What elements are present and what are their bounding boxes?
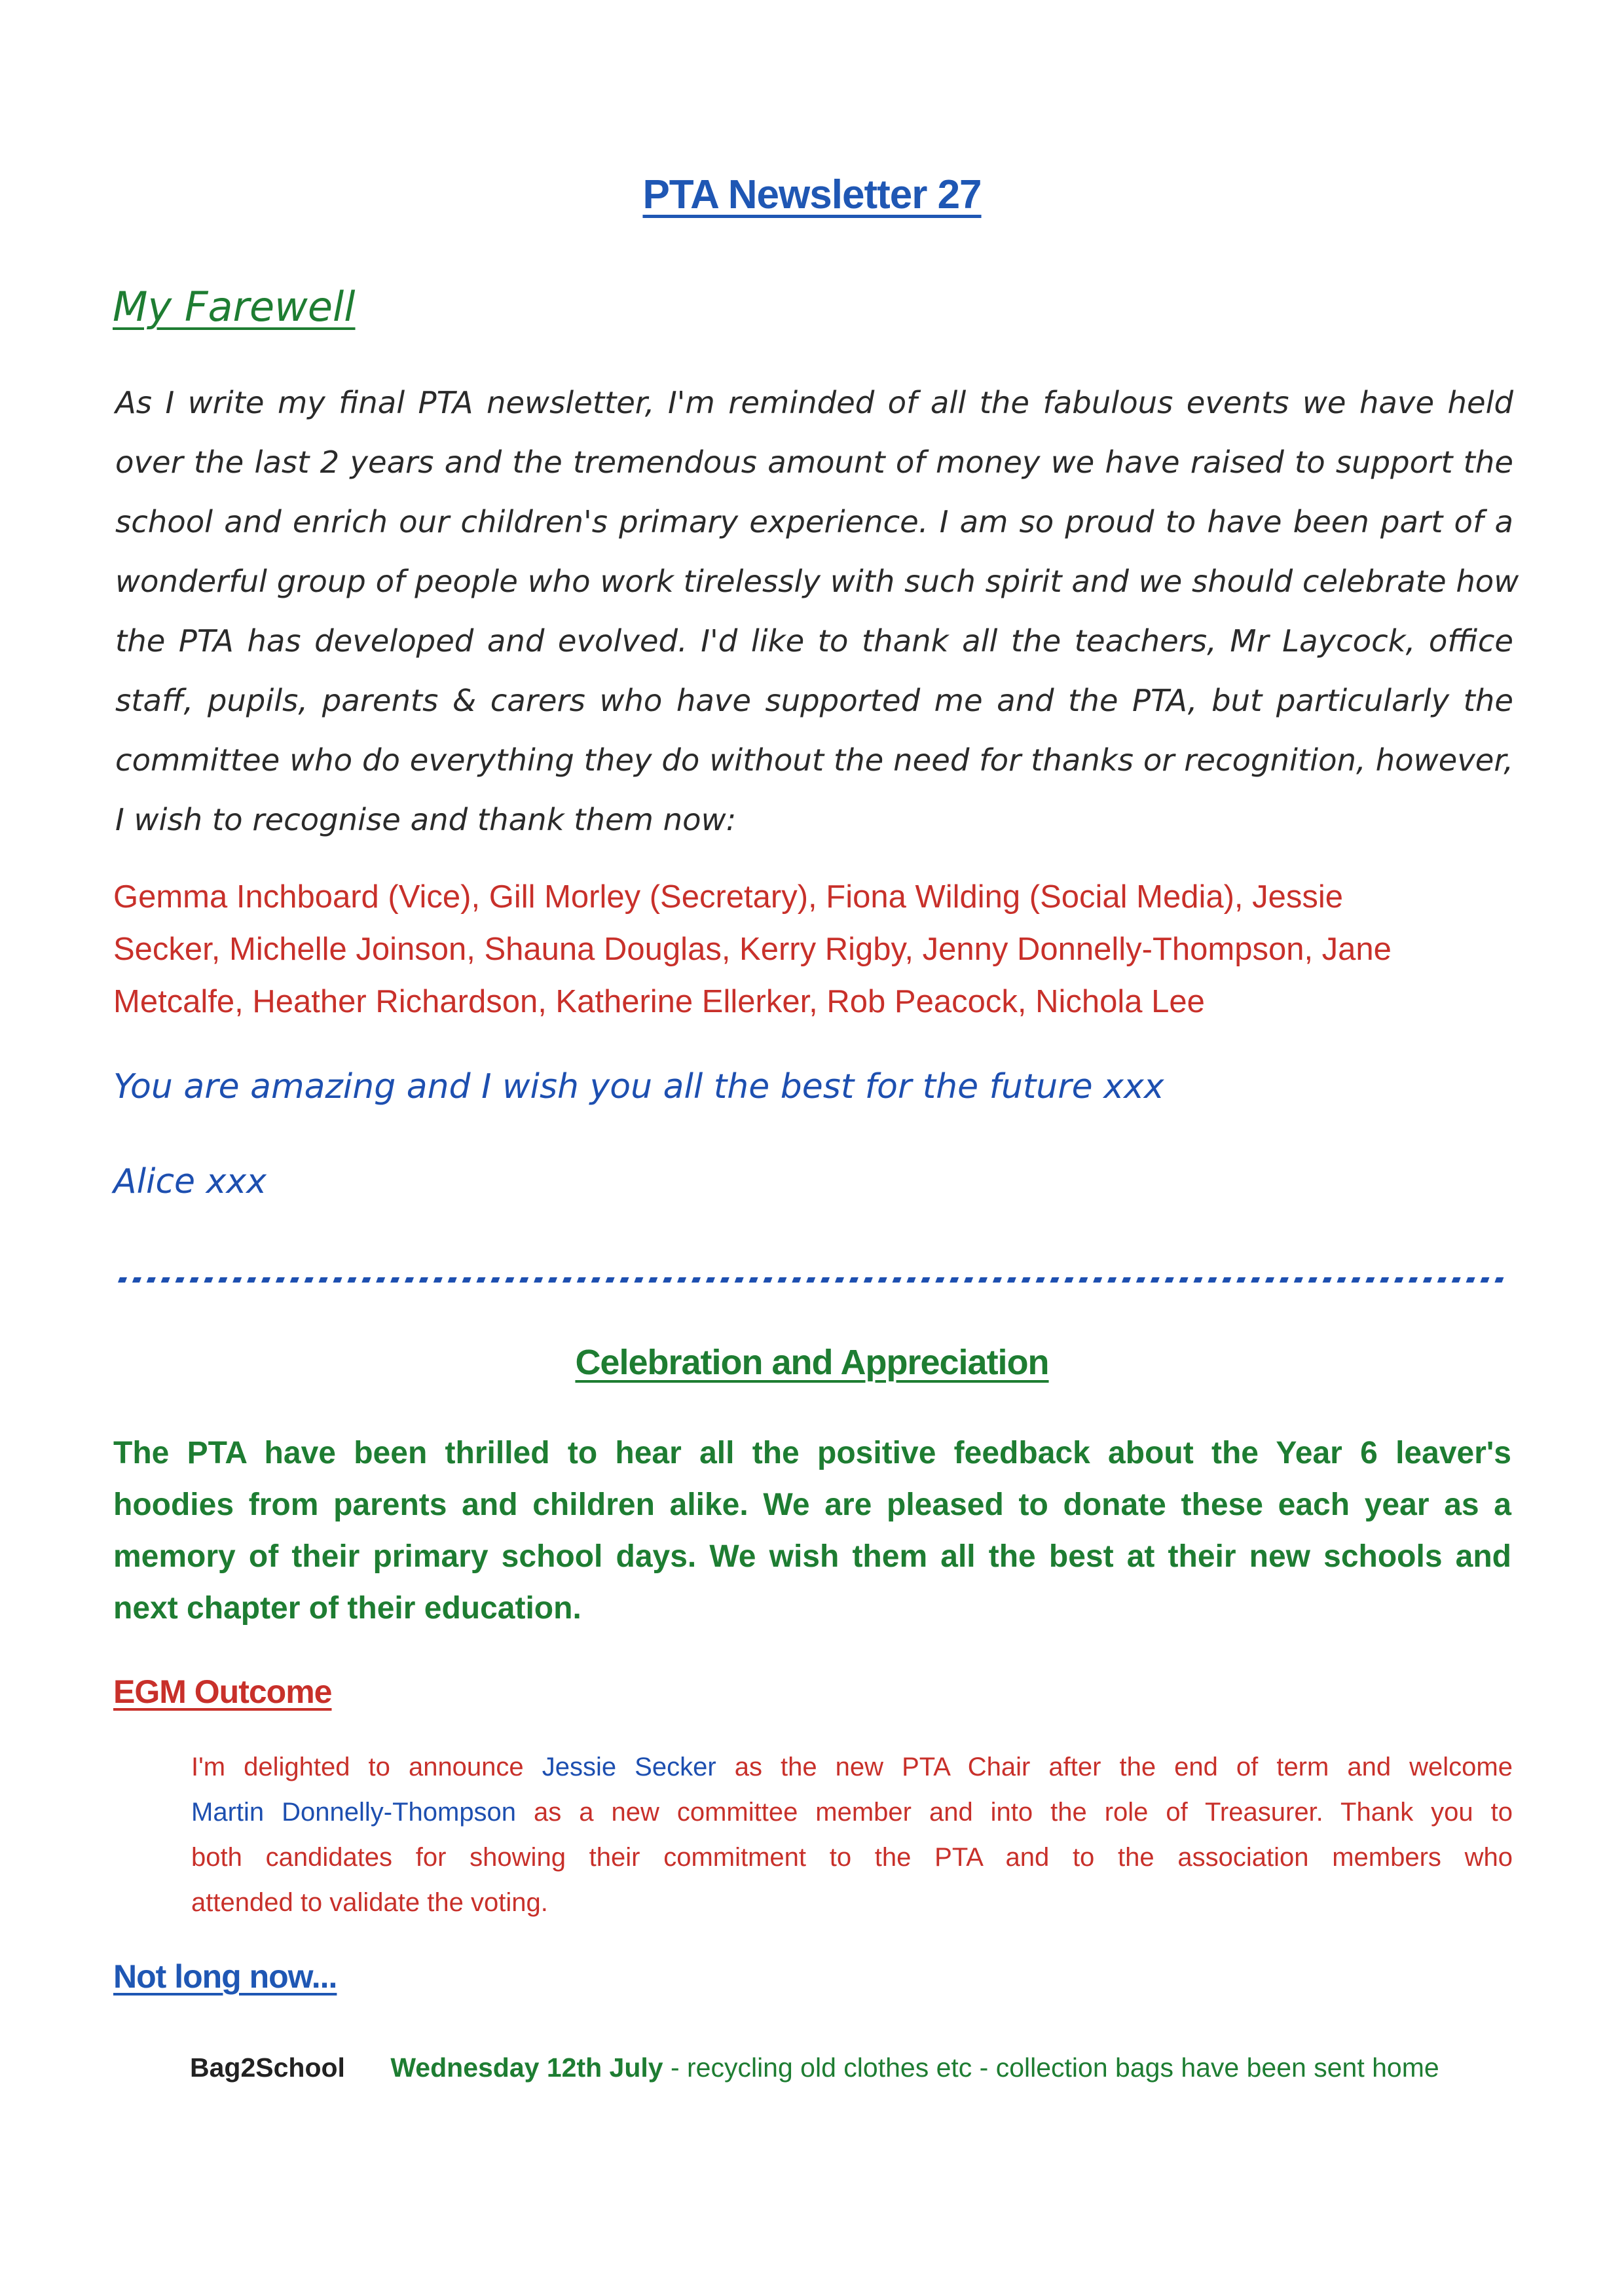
event-detail: - recycling old clothes etc - collection bags have been sent home: [663, 2052, 1439, 2083]
divider-dash: [1165, 1277, 1174, 1283]
event-name: Bag2School: [190, 2052, 345, 2083]
divider-dash: [706, 1277, 715, 1283]
divider-dash: [1337, 1277, 1346, 1283]
divider-dash: [175, 1277, 185, 1283]
celebration-line: hoodies from parents and children alike. We are pleased to donate these each year as a: [113, 1487, 1511, 1522]
dashed-divider: [118, 1277, 1506, 1283]
divider-dash: [204, 1277, 213, 1283]
farewell-line: school and enrich our children's primary experience. I am so proud to have been part of a: [115, 504, 1513, 539]
divider-dash: [1151, 1277, 1160, 1283]
divider-dash: [1437, 1277, 1447, 1283]
divider-dash: [1481, 1277, 1490, 1283]
divider-dash: [806, 1277, 815, 1283]
divider-dash: [1079, 1277, 1088, 1283]
divider-dash: [792, 1277, 801, 1283]
egm-paragraph: [191, 1745, 1513, 1925]
divider-dash: [978, 1277, 987, 1283]
divider-dash: [634, 1277, 643, 1283]
divider-dash: [1308, 1277, 1318, 1283]
farewell-line: the PTA has developed and evolved. I'd like to thank all the teachers, Mr Laycock, office: [115, 623, 1513, 659]
divider-dash: [434, 1277, 443, 1283]
divider-dash: [1265, 1277, 1274, 1283]
egm-heading: EGM Outcome: [113, 1673, 332, 1710]
celebration-line: The PTA have been thrilled to hear all the positive feedback about the Year 6 leaver's: [113, 1436, 1511, 1470]
divider-dash: [534, 1277, 543, 1283]
divider-dash: [1251, 1277, 1260, 1283]
divider-dash: [849, 1277, 858, 1283]
divider-dash: [419, 1277, 428, 1283]
divider-dash: [118, 1277, 127, 1283]
divider-dash: [448, 1277, 457, 1283]
not-long-now-heading: Not long now...: [113, 1958, 337, 1995]
farewell-line: staff, pupils, parents & carers who have supported me and the PTA, but particularly the: [115, 683, 1513, 718]
egm-line: [191, 1745, 1513, 1790]
committee-names-line: Gemma Inchboard (Vice), Gill Morley (Secretary), Fiona Wilding (Social Media), Jessie: [113, 879, 1344, 915]
divider-dash: [218, 1277, 227, 1283]
farewell-wish: You are amazing and I wish you all the best for the future xxx: [113, 1067, 1164, 1106]
divider-dash: [1064, 1277, 1073, 1283]
divider-dash: [921, 1277, 930, 1283]
farewell-line: wonderful group of people who work tirelessly with such spirit and we should celebrate how: [115, 564, 1519, 599]
divider-dash: [1194, 1277, 1203, 1283]
divider-dash: [864, 1277, 873, 1283]
celebration-heading: [0, 1342, 1624, 1383]
divider-dash: [1022, 1277, 1031, 1283]
divider-dash: [247, 1277, 256, 1283]
celebration-line: memory of their primary school days. We wish them all the best at their new schools and: [113, 1539, 1511, 1574]
divider-dash: [878, 1277, 887, 1283]
divider-dash: [1208, 1277, 1217, 1283]
egm-line: both candidates for showing their commitment to the PTA and to the association members who: [191, 1843, 1513, 1872]
celebration-heading-text: Celebration and Appreciation: [575, 1343, 1049, 1382]
divider-dash: [232, 1277, 242, 1283]
divider-dash: [376, 1277, 385, 1283]
divider-dash: [390, 1277, 399, 1283]
divider-dash: [1007, 1277, 1016, 1283]
divider-dash: [1394, 1277, 1403, 1283]
divider-dash: [591, 1277, 600, 1283]
egm-line: attended to validate the voting.: [191, 1888, 548, 1917]
divider-dash: [749, 1277, 758, 1283]
divider-dash: [519, 1277, 528, 1283]
event-item: [190, 2052, 1439, 2083]
egm-text: as the new PTA Chair after the end of term and welcome: [716, 1753, 1513, 1781]
divider-dash: [261, 1277, 270, 1283]
event-date: Wednesday 12th July: [390, 2052, 663, 2083]
celebration-line: next chapter of their education.: [113, 1591, 581, 1626]
divider-dash: [764, 1277, 773, 1283]
divider-dash: [1466, 1277, 1475, 1283]
committee-names: [113, 871, 1554, 1028]
new-treasurer-name: Martin Donnelly-Thompson: [191, 1798, 517, 1827]
divider-dash: [663, 1277, 672, 1283]
divider-dash: [1222, 1277, 1231, 1283]
divider-dash: [1050, 1277, 1060, 1283]
farewell-line: over the last 2 years and the tremendous amount of money we have raised to support the: [115, 445, 1513, 480]
celebration-paragraph: [113, 1427, 1511, 1634]
divider-dash: [893, 1277, 902, 1283]
divider-dash: [304, 1277, 314, 1283]
divider-dash: [1036, 1277, 1045, 1283]
committee-names-line: Secker, Michelle Joinson, Shauna Douglas, Kerry Rigby, Jenny Donnelly-Thompson, Jane: [113, 932, 1392, 967]
divider-dash: [347, 1277, 356, 1283]
divider-dash: [620, 1277, 629, 1283]
divider-dash: [490, 1277, 500, 1283]
divider-dash: [548, 1277, 557, 1283]
divider-dash: [1136, 1277, 1145, 1283]
divider-dash: [692, 1277, 701, 1283]
farewell-line: committee who do everything they do without the need for thanks or recognition, however,: [115, 742, 1513, 778]
egm-text: as a new committee member and into the role of Treasurer. Thank you to: [516, 1798, 1513, 1827]
divider-dash: [477, 1277, 486, 1283]
farewell-line: I wish to recognise and thank them now:: [115, 802, 737, 837]
divider-dash: [935, 1277, 944, 1283]
divider-dash: [1494, 1277, 1504, 1283]
divider-dash: [950, 1277, 959, 1283]
divider-dash: [835, 1277, 844, 1283]
divider-dash: [1452, 1277, 1461, 1283]
divider-dash: [132, 1277, 141, 1283]
divider-dash: [563, 1277, 572, 1283]
farewell-signoff: Alice xxx: [113, 1162, 267, 1201]
divider-dash: [964, 1277, 973, 1283]
committee-names-line: Metcalfe, Heather Richardson, Katherine Ellerker, Rob Peacock, Nichola Lee: [113, 984, 1205, 1019]
divider-dash: [648, 1277, 657, 1283]
divider-dash: [735, 1277, 744, 1283]
divider-dash: [361, 1277, 371, 1283]
divider-dash: [1093, 1277, 1102, 1283]
divider-dash: [720, 1277, 729, 1283]
egm-line: [191, 1790, 1513, 1835]
farewell-line: As I write my final PTA newsletter, I'm reminded of all the fabulous events we have held: [115, 385, 1513, 420]
divider-dash: [1423, 1277, 1432, 1283]
new-chair-name: Jessie Secker: [542, 1753, 716, 1781]
divider-dash: [1409, 1277, 1418, 1283]
divider-dash: [1179, 1277, 1189, 1283]
farewell-heading: My Farewell: [113, 283, 356, 331]
divider-dash: [1122, 1277, 1131, 1283]
divider-dash: [777, 1277, 786, 1283]
divider-dash: [190, 1277, 199, 1283]
divider-dash: [276, 1277, 285, 1283]
divider-dash: [319, 1277, 328, 1283]
divider-dash: [290, 1277, 299, 1283]
divider-dash: [1323, 1277, 1332, 1283]
divider-dash: [1236, 1277, 1246, 1283]
divider-dash: [1380, 1277, 1389, 1283]
divider-dash: [1365, 1277, 1375, 1283]
divider-dash: [161, 1277, 170, 1283]
dashed-divider-line: [118, 1277, 1506, 1283]
newsletter-title: [0, 172, 1624, 218]
divider-dash: [821, 1277, 830, 1283]
divider-dash: [147, 1277, 156, 1283]
divider-dash: [333, 1277, 342, 1283]
divider-dash: [993, 1277, 1002, 1283]
divider-dash: [606, 1277, 615, 1283]
divider-dash: [907, 1277, 916, 1283]
divider-dash: [1294, 1277, 1303, 1283]
newsletter-title-text: PTA Newsletter 27: [642, 172, 982, 217]
divider-dash: [505, 1277, 514, 1283]
divider-dash: [462, 1277, 471, 1283]
farewell-paragraph: [115, 373, 1519, 850]
divider-dash: [405, 1277, 414, 1283]
divider-dash: [677, 1277, 686, 1283]
divider-dash: [1107, 1277, 1116, 1283]
divider-dash: [1351, 1277, 1360, 1283]
egm-text: I'm delighted to announce: [191, 1753, 542, 1781]
divider-dash: [1280, 1277, 1289, 1283]
divider-dash: [577, 1277, 586, 1283]
